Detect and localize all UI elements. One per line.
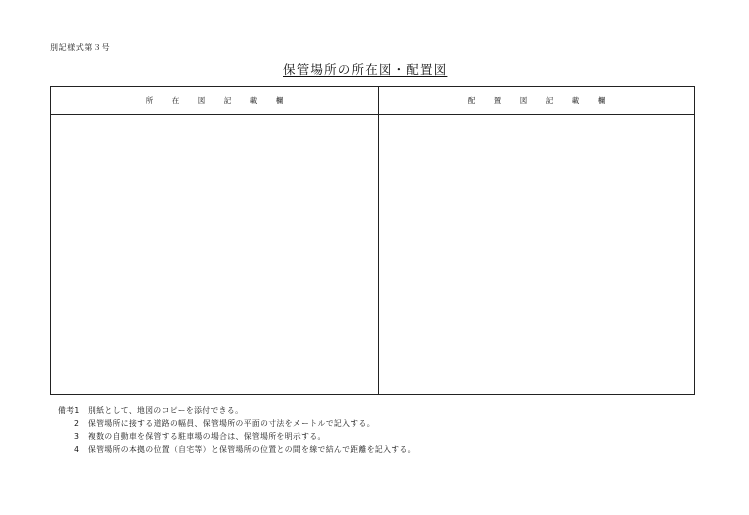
note-number: 3 bbox=[74, 432, 80, 441]
document-title: 保管場所の所在図・配置図 bbox=[283, 62, 448, 77]
layout-map-header-label: 配 置 図 記 載 欄 bbox=[467, 96, 606, 105]
note-text: 別紙として、地図のコピーを添付できる。 bbox=[88, 406, 244, 415]
note-text: 保管場所に接する道路の幅員、保管場所の平面の寸法をメートルで記入する。 bbox=[88, 419, 375, 428]
map-table bbox=[50, 86, 695, 395]
note-number: 4 bbox=[74, 445, 80, 454]
location-map-area bbox=[51, 115, 378, 394]
note-number: 2 bbox=[74, 419, 80, 428]
note-item bbox=[58, 404, 416, 417]
notes-label: 備考1 bbox=[58, 406, 80, 415]
location-map-column bbox=[51, 87, 379, 394]
note-text: 複数の自動車を保管する駐車場の場合は、保管場所を明示する。 bbox=[88, 432, 326, 441]
location-map-header bbox=[51, 87, 378, 115]
note-item bbox=[58, 443, 416, 456]
note-item bbox=[58, 417, 416, 430]
notes-section bbox=[58, 404, 416, 456]
layout-map-header bbox=[379, 87, 694, 115]
form-number: 別記様式第３号 bbox=[50, 43, 111, 52]
note-item bbox=[58, 430, 416, 443]
note-text: 保管場所の本拠の位置（自宅等）と保管場所の位置との間を線で結んで距離を記入する。 bbox=[88, 445, 416, 454]
layout-map-area bbox=[379, 115, 694, 394]
location-map-header-label: 所 在 図 記 載 欄 bbox=[145, 96, 284, 105]
layout-map-column bbox=[379, 87, 694, 394]
